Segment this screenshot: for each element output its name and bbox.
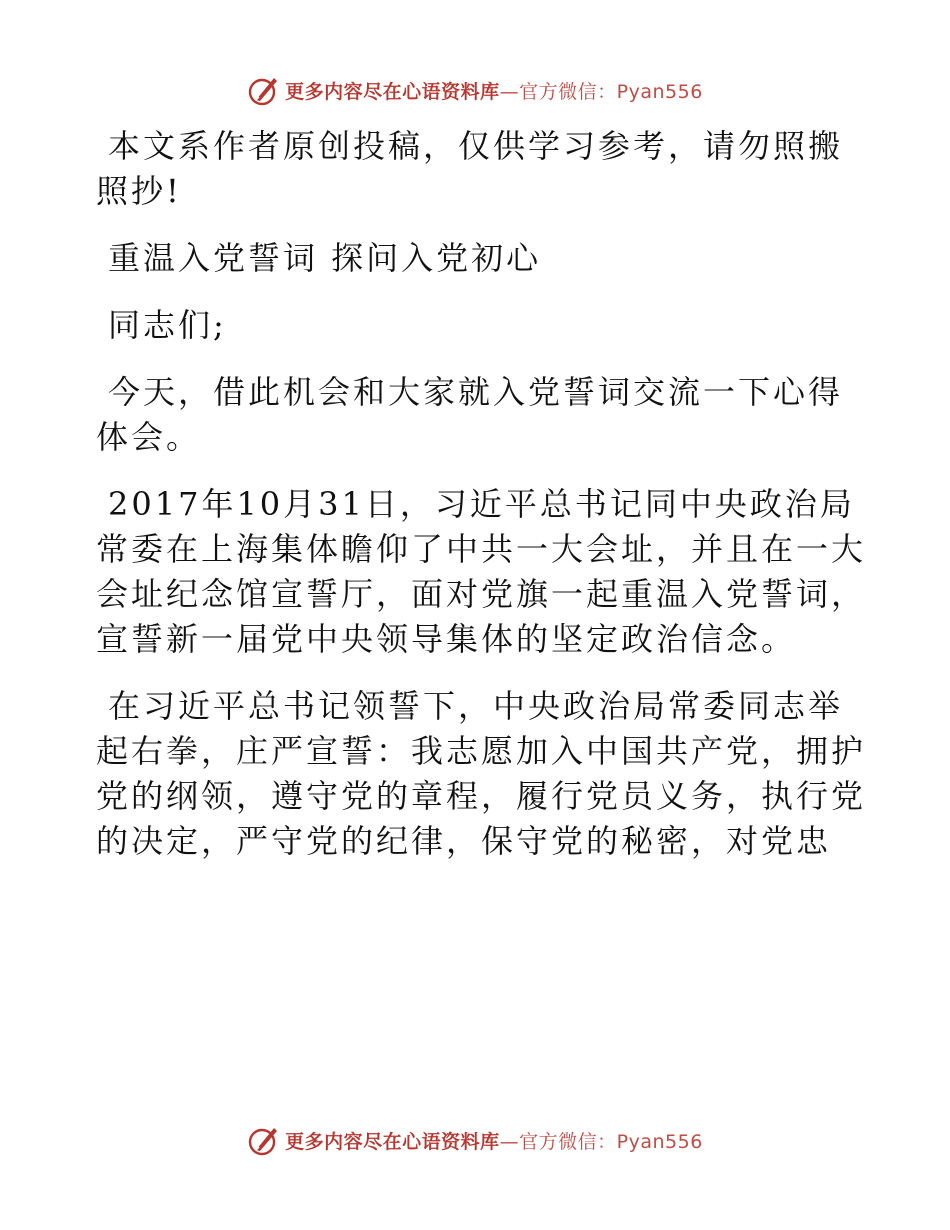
text-line: 重温入党誓词 探问入党初心 [108, 239, 542, 277]
text-line: 同志们; [108, 306, 227, 344]
watermark-main-text: 更多内容尽在心语资料库 [285, 1130, 500, 1153]
paragraph [96, 482, 867, 662]
text-line: 体会。 [96, 418, 202, 456]
text-line: 党的纲领，遵守党的章程，履行党员义务，执行党 [96, 777, 867, 815]
quill-logo-icon [247, 1123, 281, 1157]
text-line: 本文系作者原创投稿，仅供学习参考，请勿照搬 [108, 127, 844, 165]
text-line: 照抄! [96, 172, 182, 210]
text-line: 在习近平总书记领誓下，中央政治局常委同志举 [108, 687, 844, 725]
paragraph-salutation [96, 303, 856, 348]
footer-watermark [0, 1120, 950, 1160]
text-line: 常委在上海集体瞻仰了中共一大会址，并且在一大 [96, 530, 867, 568]
text-line: 的决定，严守党的纪律，保守党的秘密，对党忠 [96, 822, 832, 860]
text-line: 2017年10月31日，习近平总书记同中央政治局 [108, 485, 855, 523]
header-watermark [0, 70, 950, 110]
paragraph [96, 370, 856, 460]
paragraph [96, 124, 856, 214]
paragraph [96, 684, 867, 864]
text-line: 起右拳，庄严宣誓：我志愿加入中国共产党，拥护 [96, 732, 867, 770]
paragraph-title [96, 236, 856, 281]
watermark-sub-text: —官方微信：Pyan556 [499, 80, 703, 103]
text-line: 会址纪念馆宣誓厅，面对党旗一起重温入党誓词， [96, 575, 867, 613]
document-body [96, 124, 867, 886]
text-line: 宣誓新一届党中央领导集体的坚定政治信念。 [96, 620, 797, 658]
watermark-sub-text: —官方微信：Pyan556 [499, 1130, 703, 1153]
text-line: 今天，借此机会和大家就入党誓词交流一下心得 [108, 373, 844, 411]
quill-logo-icon [247, 73, 281, 107]
watermark-main-text: 更多内容尽在心语资料库 [285, 80, 500, 103]
